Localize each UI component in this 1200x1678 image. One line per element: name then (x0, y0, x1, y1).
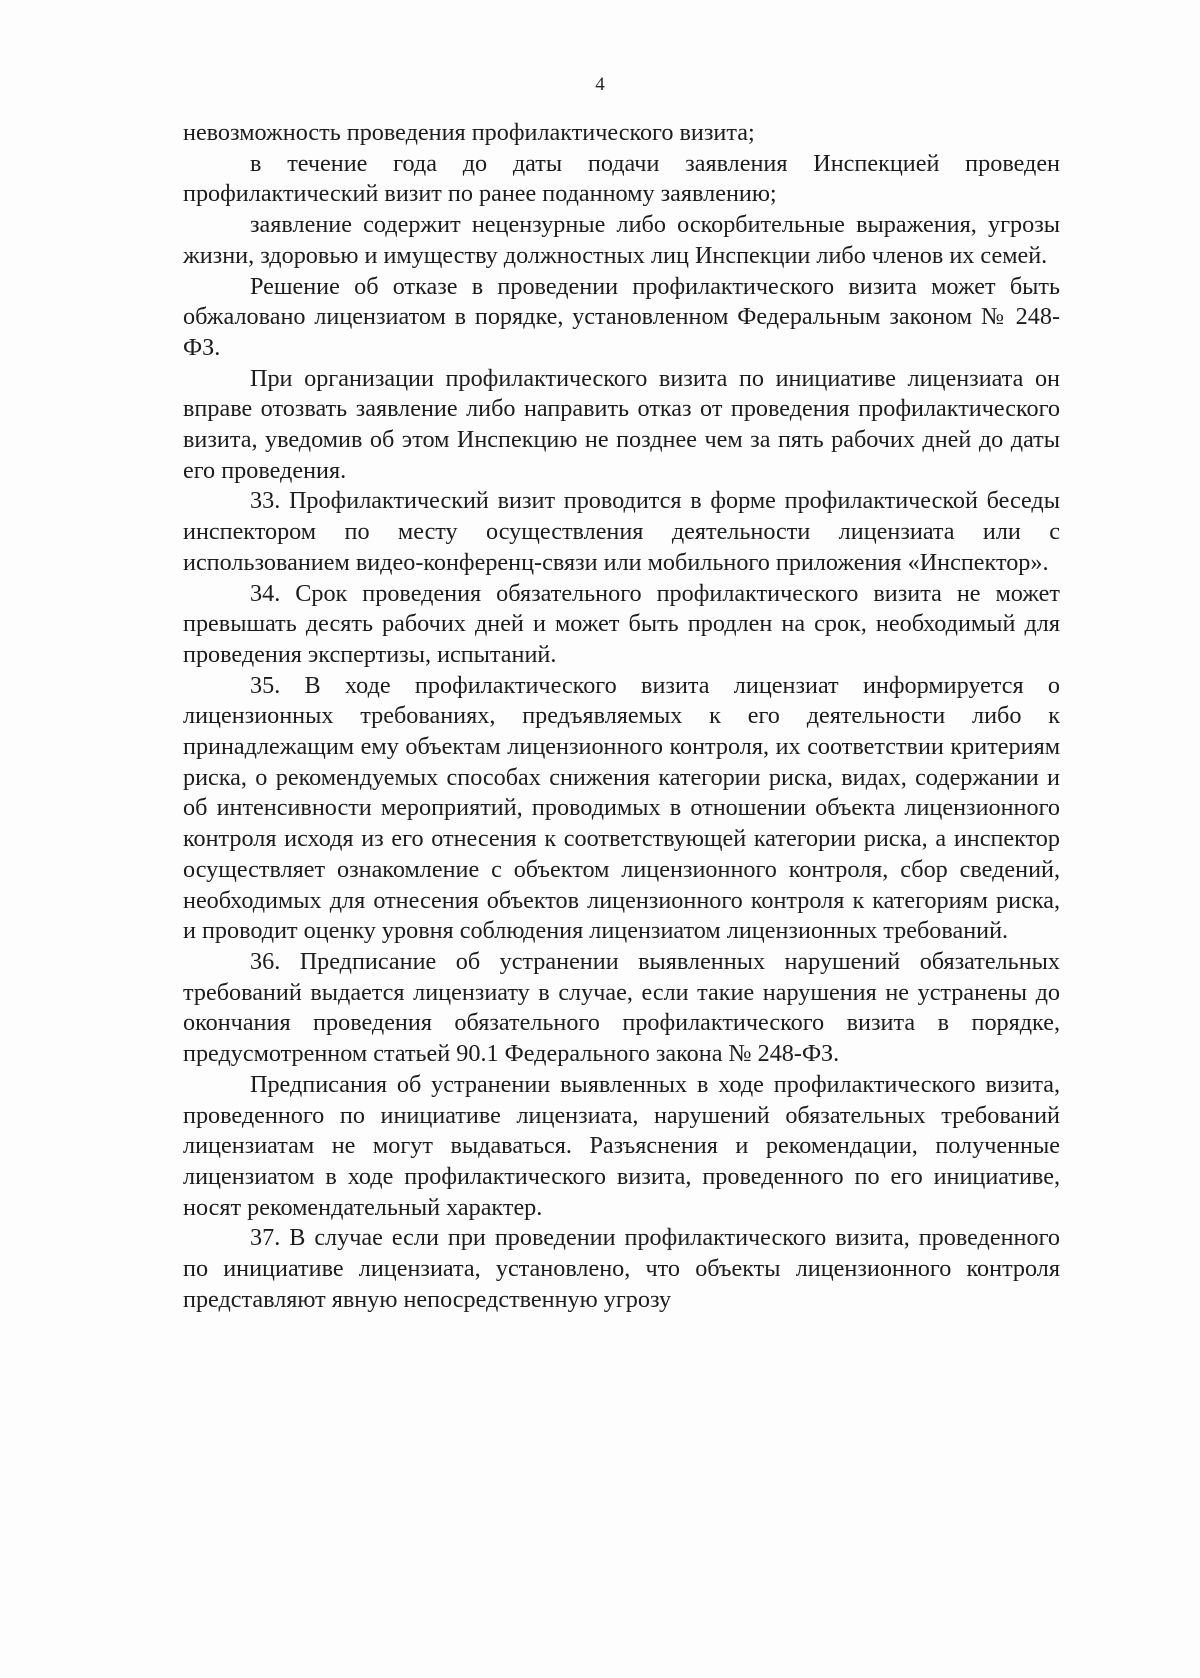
paragraph-impossibility: невозможность проведения профилактического визита; (183, 119, 755, 146)
document-body (183, 118, 1060, 1315)
paragraph-offensive-statement: заявление содержит нецензурные либо оскорбительные выражения, угрозы жизни, здоровью и имуществу должностных лиц Инспекции либо членов их семей. (183, 211, 1060, 269)
paragraph-33: 33. Профилактический визит проводится в форме профилактической беседы инспектором по месту осуществления деятельности лицензиата или с использованием видео-конференц-связи или мобильного приложения «Инспектор». (183, 487, 1060, 576)
paragraph-36: 36. Предписание об устранении выявленных нарушений обязательных требований выдается лицензиату в случае, если такие нарушения не устранены до окончания проведения обязательного профилактического визита в порядке, предусмотренном статьей 90.1 Федерального закона № 248-ФЗ. (183, 947, 1060, 1068)
paragraph-prescriptions: Предписания об устранении выявленных в ходе профилактического визита, проведенного по инициативе лицензиата, нарушений обязательных требований лицензиатам не могут выдаваться. Разъяснения и рекомендации, полученные лицензиатом в ходе профилактического визита, проведенного по его инициативе, носят рекомендательный характер. (183, 1070, 1060, 1221)
paragraph-37: 37. В случае если при проведении профилактического визита, проведенного по инициативе лицензиата, установлено, что объекты лицензионного контроля представляют явную непосредственную угрозу (183, 1224, 1060, 1313)
paragraph-previous-visit: в течение года до даты подачи заявления Инспекцией проведен профилактический визит по ранее поданному заявлению; (183, 149, 1060, 208)
paragraph-refusal-appeal: Решение об отказе в проведении профилактического визита может быть обжаловано лицензиатом в порядке, установленном Федеральным законом № 248-ФЗ. (183, 272, 1060, 361)
paragraph-withdrawal: При организации профилактического визита по инициативе лицензиата он вправе отозвать заявление либо направить отказ от проведения профилактического визита, уведомив об этом Инспекцию не позднее чем за пять рабочих дней до даты его проведения. (183, 364, 1060, 484)
paragraph-34: 34. Срок проведения обязательного профилактического визита не может превышать десять рабочих дней и может быть продлен на срок, необходимый для проведения экспертизы, испытаний. (183, 579, 1060, 668)
page-number: 4 (595, 74, 605, 95)
paragraph-35: 35. В ходе профилактического визита лицензиат информируется о лицензионных требованиях, предъявляемых к его деятельности либо к принадлежащим ему объектам лицензионного контроля, их соответствии критериям риска, о рекомендуемых способах снижения категории риска, видах, содержании и об интенсивности мероприятий, проводимых в отношении объекта лицензионного контроля исходя из его отнесения к соответствующей категории риска, а инспектор осуществляет ознакомление с объектом лицензионного контроля, сбор сведений, необходимых для отнесения объектов лицензионного контроля к категориям риска, и проводит оценку уровня соблюдения лицензиатом лицензионных требований. (183, 671, 1060, 945)
